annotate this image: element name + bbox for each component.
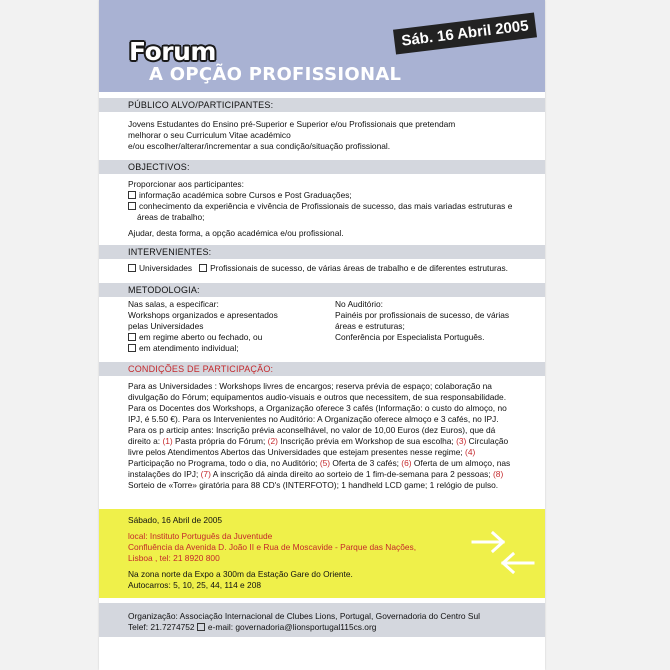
section-title-intervenientes: INTERVENIENTES: [128, 247, 212, 257]
condicoes-line-6: direito a: (1) Pasta própria do Fórum; (2) Inscrição prévia em Workshop de sua escolha; (3) Circulação [128, 436, 509, 446]
interveniente-profissionais: Profissionais de sucesso, de várias áreas de trabalho e de diferentes estruturas. [210, 263, 509, 273]
checkbox-icon [128, 264, 136, 272]
objectivos-bullet-2-cont: áreas de trabalho; [137, 212, 205, 222]
section-band-objectivos [99, 160, 545, 174]
forum-logo: Forum [129, 37, 216, 66]
objectivos-bullet-1: informação académica sobre Cursos e Post Graduações; [128, 190, 518, 201]
header-banner [99, 0, 545, 92]
metodologia-left-1: Nas salas, a especificar: [128, 299, 219, 309]
metodologia-left-2: Workshops organizados e apresentados [128, 310, 278, 320]
metodologia-right-3: áreas e estruturas; [335, 321, 405, 331]
publico-line-2: melhorar o seu Curriculum Vitae académico [128, 130, 291, 140]
interveniente-universidades: Universidades [139, 263, 193, 273]
objectivos-text [128, 179, 518, 239]
organizer-text [128, 611, 480, 633]
organizer-name: Organização: Associação Internacional de Clubes Lions, Portugal, Governadoria do Centro Sul [128, 611, 480, 621]
checkbox-icon [197, 623, 205, 631]
condicoes-line-1: Para as Universidades : Workshops livres de encargos; reserva prévia de espaço; colaboração na [128, 381, 492, 391]
section-band-intervenientes [99, 245, 545, 259]
objectivos-closing: Ajudar, desta forma, a opção académica e/ou profissional. [128, 228, 344, 238]
metodologia-left-3: pelas Universidades [128, 321, 204, 331]
event-local: local: Instituto Português da Juventude [128, 531, 273, 541]
organizer-contacts [128, 622, 480, 633]
organizer-phone: Telef: 21.7274752 [128, 622, 197, 632]
publico-line-3: e/ou escolher/alterar/incrementar a sua condição/situação profissional. [128, 141, 391, 151]
metodologia-right-2: Painéis por profissionais de sucesso, de várias [335, 310, 510, 320]
section-band-condicoes [99, 362, 545, 376]
publico-text [128, 119, 518, 152]
flyer-page [99, 0, 545, 670]
metodologia-right [335, 299, 535, 343]
condicoes-line-3: Para os Docentes dos Workshops, a Organização oferece 3 cafés (Informação: o custo do almoço, no [128, 403, 507, 413]
checkbox-icon [128, 333, 136, 341]
section-title-condicoes: CONDIÇÕES DE PARTICIPAÇÃO: [128, 364, 274, 374]
intervenientes-text [128, 263, 518, 274]
objectivos-bullet-2: conhecimento da experiência e vivência de Profissionais de sucesso, das mais variadas estruturas e [128, 201, 518, 212]
condicoes-line-10: Sorteio de «Torre» giratória para 88 CD's (INTERFOTO); 1 handheld LCD game; 1 relógio de pulso. [128, 480, 499, 490]
event-city-phone: Lisboa , tel: 21 8920 800 [128, 553, 220, 563]
section-title-metodologia: METODOLOGIA: [128, 285, 200, 295]
organizer-email[interactable]: e-mail: governadoria@lionsportugal115cs.org [207, 622, 377, 632]
intervenientes-line [128, 263, 518, 274]
event-date: Sábado, 16 Abril de 2005 [128, 515, 223, 525]
section-band-publico [99, 98, 545, 112]
section-title-objectivos: OBJECTIVOS: [128, 162, 190, 172]
condicoes-line-7: livre pelos Atendimentos Abertos das Universidades que estejam presentes nesse regime; (4) [128, 447, 476, 457]
condicoes-line-8: Participação no Programa, todo o dia, no Auditório; (5) Oferta de 3 cafés; (6) Oferta de um almoço, nas [128, 458, 511, 468]
event-zone: Na zona norte da Expo a 300m da Estação Gare do Oriente. [128, 569, 353, 579]
objectivos-intro: Proporcionar aos participantes: [128, 179, 244, 189]
arrows-icon [469, 527, 539, 577]
checkbox-icon [199, 264, 207, 272]
section-title-publico: PÚBLICO ALVO/PARTICIPANTES: [128, 100, 274, 110]
checkbox-icon [128, 202, 136, 210]
date-badge: Sáb. 16 Abril 2005 [393, 12, 537, 54]
condicoes-line-4: IPJ, é 5.50 €). Para os Intervenientes no Auditório: A Organização oferece almoço e 3 cafés, no IPJ. [128, 414, 499, 424]
section-band-metodologia [99, 283, 545, 297]
publico-line-1: Jovens Estudantes do Ensino pré-Superior e Superior e/ou Profissionais que pretendam [128, 119, 456, 129]
condicoes-text [128, 381, 548, 491]
event-info-text [128, 515, 416, 591]
checkbox-icon [128, 344, 136, 352]
metodologia-right-4: Conferência por Especialista Português. [335, 332, 485, 342]
condicoes-line-5: Para os p articip antes: Inscrição prévia aconselhável, no valor de 10,00 Euros (dez Euros), que dá [128, 425, 496, 435]
event-buses: Autocarros: 5, 10, 25, 44, 114 e 208 [128, 580, 262, 590]
metodologia-left-bullet-2: em atendimento individual; [128, 343, 518, 354]
metodologia-left-bullet-1: em regime aberto ou fechado, ou [128, 332, 518, 343]
event-info-box [99, 509, 545, 598]
organizer-footer [99, 603, 545, 637]
page-title: A OPÇÃO PROFISSIONAL [149, 64, 402, 85]
condicoes-line-2: divulgação do Fórum; equipamentos audio-visuais e outros que necessitem, de sua responsabilidade. [128, 392, 507, 402]
condicoes-line-9: instalações do IPJ; (7) A inscrição dá ainda direito ao sorteio de 1 fim-de-semana para 2 pessoas; (8) [128, 469, 504, 479]
metodologia-right-1: No Auditório: [335, 299, 383, 309]
checkbox-icon [128, 191, 136, 199]
event-address: Confluência da Avenida D. João II e Rua de Moscavide - Parque das Nações, [128, 542, 417, 552]
